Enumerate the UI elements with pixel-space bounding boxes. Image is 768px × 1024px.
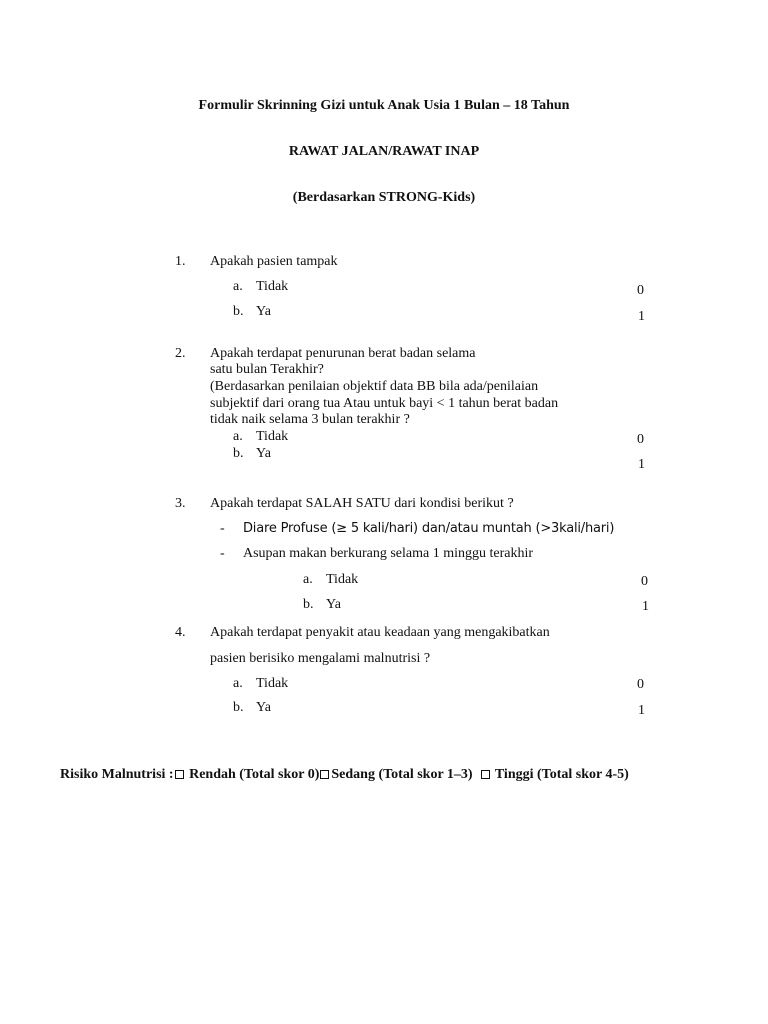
option-score: 0 (637, 432, 644, 447)
risk-summary (60, 767, 629, 783)
risk-medium-checkbox[interactable] (320, 770, 329, 779)
option-label: Ya (326, 597, 341, 612)
question-line: tidak naik selama 3 bulan terakhir ? (210, 412, 410, 427)
option-letter: b. (233, 700, 244, 715)
question-number: 1. (175, 254, 186, 269)
option-score: 1 (642, 599, 649, 614)
option-score: 0 (637, 677, 644, 692)
option-score: 0 (637, 283, 644, 298)
question-text: Apakah terdapat SALAH SATU dari kondisi berikut ? (210, 496, 514, 511)
question-line: pasien berisiko mengalami malnutrisi ? (210, 651, 431, 666)
option-score: 1 (638, 457, 645, 472)
condition-text: Diare Profuse (≥ 5 kali/hari) dan/atau muntah (>3kali/hari) (243, 521, 615, 536)
condition-text: Asupan makan berkurang selama 1 minggu terakhir (243, 546, 534, 561)
question-line: satu bulan Terakhir? (210, 362, 324, 377)
form-subtitle: RAWAT JALAN/RAWAT INAP (288, 144, 480, 159)
risk-label: Risiko Malnutrisi : (60, 767, 174, 782)
form-basis: (Berdasarkan STRONG-Kids) (292, 190, 476, 205)
risk-high-checkbox[interactable] (481, 770, 490, 779)
option-score: 1 (638, 309, 645, 324)
risk-high-label: Tinggi (Total skor 4-5) (494, 767, 629, 782)
option-letter: b. (233, 304, 244, 319)
option-score: 0 (641, 574, 648, 589)
option-letter: b. (233, 446, 244, 461)
option-label: Tidak (256, 429, 289, 444)
question-line: subjektif dari orang tua Atau untuk bayi < 1 tahun berat badan (210, 396, 559, 411)
option-letter: b. (303, 597, 314, 612)
option-label: Ya (256, 446, 271, 461)
question-text: Apakah pasien tampak (210, 254, 338, 269)
question-number: 3. (175, 496, 186, 511)
option-label: Tidak (326, 572, 359, 587)
question-line: Apakah terdapat penurunan berat badan selama (210, 346, 476, 361)
condition-dash: - (220, 521, 225, 536)
risk-low-checkbox[interactable] (175, 770, 184, 779)
risk-low-label: Rendah (Total skor 0) (189, 767, 320, 782)
risk-medium-label: Sedang (Total skor 1–3) (331, 767, 473, 782)
question-number: 4. (175, 625, 186, 640)
option-label: Tidak (256, 279, 289, 294)
option-score: 1 (638, 703, 645, 718)
question-line: (Berdasarkan penilaian objektif data BB bila ada/penilaian (210, 379, 539, 394)
option-letter: a. (233, 429, 243, 444)
option-letter: a. (233, 676, 243, 691)
option-label: Ya (256, 700, 271, 715)
question-number: 2. (175, 346, 186, 361)
condition-dash: - (220, 546, 225, 561)
option-letter: a. (303, 572, 313, 587)
form-title: Formulir Skrinning Gizi untuk Anak Usia 1 Bulan – 18 Tahun (198, 98, 570, 113)
question-line: Apakah terdapat penyakit atau keadaan yang mengakibatkan (210, 625, 550, 640)
option-label: Tidak (256, 676, 289, 691)
option-letter: a. (233, 279, 243, 294)
option-label: Ya (256, 304, 271, 319)
